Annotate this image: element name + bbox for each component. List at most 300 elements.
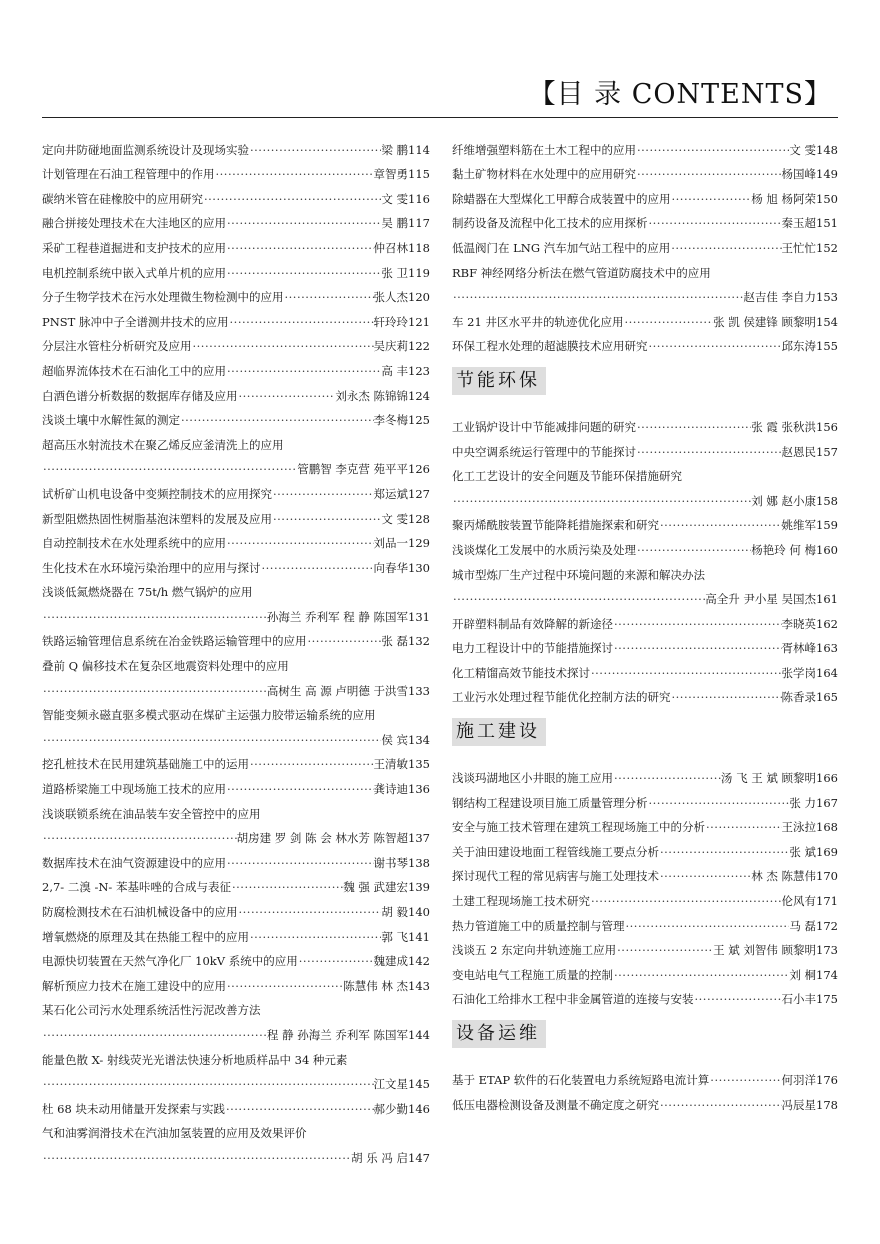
entry-authors: 刘永杰 陈锦锦: [335, 388, 409, 403]
dot-leader: [613, 641, 782, 655]
entry-title: 数据库技术在油气资源建设中的应用: [42, 855, 226, 870]
entry-title: 工业污水处理过程节能优化控制方法的研究: [452, 690, 671, 705]
toc-entry[interactable]: [42, 452, 430, 477]
toc-entry[interactable]: [42, 280, 430, 305]
toc-entry[interactable]: [452, 908, 838, 933]
entry-authors: 邱东涛: [781, 339, 817, 354]
entry-authors: 向春华: [373, 560, 409, 575]
toc-entry[interactable]: [452, 582, 838, 607]
page-number: 141: [408, 929, 430, 944]
construction-list: [452, 760, 838, 1006]
entry-title: 浅谈煤化工发展中的水质污染及处理: [452, 542, 636, 557]
entry-title: 叠前 Q 偏移技术在复杂区地震资料处理中的应用: [42, 659, 289, 674]
toc-entry[interactable]: [452, 508, 838, 533]
dot-leader: [226, 364, 381, 378]
dot-leader: [226, 241, 374, 255]
dot-leader: [226, 782, 374, 796]
entry-authors: 章智勇: [373, 167, 409, 182]
dot-leader: [226, 979, 343, 993]
toc-entry[interactable]: [452, 680, 838, 705]
section-title: 节能环保: [452, 367, 546, 395]
dot-leader: [215, 167, 374, 181]
page-number: 114: [408, 142, 430, 157]
page-number: 135: [408, 757, 430, 772]
dot-leader: [231, 880, 343, 894]
toc-entry[interactable]: [42, 501, 430, 526]
dot-leader: [249, 757, 374, 771]
entry-authors: 侯 宾: [381, 732, 409, 747]
entry-title: 能量色散 X- 射线荧光光谱法快速分析地质样品中 34 种元素: [42, 1052, 348, 1067]
entry-title: 生化技术在水环境污染治理中的应用与探讨: [42, 560, 261, 575]
toc-entry[interactable]: [42, 624, 430, 649]
entry-authors: 刘 娜 赵小康: [751, 493, 817, 508]
entry-title: 解析预应力技术在施工建设中的应用: [42, 978, 226, 993]
entry-authors: 姚维军: [781, 518, 817, 533]
entry-title: 超临界流体技术在石油化工中的应用: [42, 363, 226, 378]
entry-authors: 张 磊: [381, 634, 409, 649]
toc-entry[interactable]: [452, 810, 838, 835]
toc-entry[interactable]: [452, 181, 838, 206]
entry-title: 计划管理在石油工程管理中的作用: [42, 167, 215, 182]
page-number: 119: [408, 265, 430, 280]
page-number: 167: [816, 795, 838, 810]
toc-entry[interactable]: [42, 230, 430, 255]
general-list: [452, 132, 838, 353]
dot-leader: [284, 290, 374, 304]
dot-leader: [590, 666, 782, 680]
toc-entry[interactable]: [42, 821, 430, 846]
toc-entry[interactable]: [452, 933, 838, 958]
entry-title: 分子生物学技术在污水处理微生物检测中的应用: [42, 290, 284, 305]
page-number: 165: [816, 690, 838, 705]
entry-authors: 仲召林: [373, 240, 409, 255]
entry-title: 黏土矿物材料在水处理中的应用研究: [452, 167, 636, 182]
toc-entry[interactable]: [42, 575, 430, 600]
entry-title: 变电站电气工程施工质量的控制: [452, 967, 613, 982]
toc-entry[interactable]: [42, 673, 430, 698]
toc-entry[interactable]: [452, 1087, 838, 1112]
toc-entry[interactable]: [42, 919, 430, 944]
entry-authors: 汤 飞 王 斌 顾黎明: [720, 771, 817, 786]
toc-entry[interactable]: [42, 476, 430, 501]
section-title: 施工建设: [452, 718, 546, 746]
page-number: 128: [408, 511, 430, 526]
dot-leader: [238, 389, 336, 403]
entry-title: 土建工程现场施工技术研究: [452, 894, 590, 909]
section-heading-equipment: [452, 1006, 838, 1062]
dot-leader: [249, 930, 381, 944]
entry-title: 开辟塑料制品有效降解的新途径: [452, 616, 613, 631]
dot-leader: [636, 420, 751, 434]
toc-entry[interactable]: [452, 255, 838, 280]
entry-title: 探讨现代工程的常见病害与施工处理技术: [452, 869, 659, 884]
toc-entry[interactable]: [452, 982, 838, 1007]
entry-authors: 石小丰: [781, 992, 817, 1007]
toc-entry[interactable]: [452, 304, 838, 329]
entry-authors: 陈慧伟 林 杰: [343, 978, 409, 993]
page-number: 139: [408, 880, 430, 895]
entry-title: 车 21 井区水平井的轨迹优化应用: [452, 314, 624, 329]
entry-authors: 文 雯: [789, 142, 817, 157]
toc-entry[interactable]: [42, 648, 430, 673]
page-number: 176: [816, 1073, 838, 1087]
entry-title: 分层注水管柱分析研究及应用: [42, 339, 192, 354]
dot-leader: [648, 339, 782, 353]
toc-entry[interactable]: [42, 427, 430, 452]
toc-entry[interactable]: [452, 280, 838, 305]
toc-entry[interactable]: [42, 304, 430, 329]
toc-entry[interactable]: [452, 532, 838, 557]
toc-entry[interactable]: [452, 409, 838, 434]
page-number: 131: [408, 609, 430, 624]
dot-leader: [238, 905, 382, 919]
entry-authors: 刘品一: [373, 536, 409, 551]
toc-entry[interactable]: [42, 944, 430, 969]
toc-entry[interactable]: [42, 845, 430, 870]
entry-authors: 王泳拉: [781, 820, 817, 835]
page-number: 134: [408, 732, 430, 747]
page-number: 145: [408, 1077, 430, 1092]
page-number: 130: [408, 560, 430, 575]
page-title: 【目 录 CONTENTS】: [528, 79, 832, 110]
energy-list: [452, 409, 838, 704]
page-number: 153: [816, 290, 838, 305]
entry-authors: 张 凯 侯建锋 顾黎明: [713, 314, 817, 329]
toc-entry[interactable]: [452, 157, 838, 182]
toc-entry[interactable]: [42, 968, 430, 993]
toc-entry[interactable]: [452, 434, 838, 459]
page-number: 133: [408, 683, 430, 698]
toc-entry[interactable]: [42, 378, 430, 403]
toc-entry[interactable]: [452, 785, 838, 810]
entry-title: 定向井防碰地面监测系统设计及现场实验: [42, 142, 249, 157]
dot-leader: [659, 845, 789, 859]
page-number: 121: [408, 314, 430, 329]
toc-entry[interactable]: [42, 353, 430, 378]
dot-leader: [229, 315, 374, 329]
entry-authors: 王忙忙: [781, 240, 817, 255]
page-number: 155: [816, 339, 838, 354]
toc-entry[interactable]: [42, 747, 430, 772]
entry-authors: 胡 毅: [381, 905, 409, 919]
entry-title: 道路桥梁施工中现场施工技术的应用: [42, 782, 226, 797]
page-number: 116: [408, 191, 430, 206]
toc-entry[interactable]: [42, 796, 430, 821]
toc-entry[interactable]: [452, 329, 838, 354]
page-number: 154: [816, 314, 838, 329]
entry-title: 试析矿山机电设备中变频控制技术的应用探究: [42, 486, 272, 501]
page-number: 160: [816, 542, 838, 557]
page-number: 151: [816, 216, 838, 231]
page-number: 127: [408, 486, 430, 501]
entry-authors: 林 杰 陈慧伟: [751, 869, 817, 884]
dot-leader: [636, 143, 789, 157]
entry-authors: 魏 强 武建宏: [343, 880, 409, 895]
page-number: 171: [816, 894, 838, 909]
page-number: 140: [408, 905, 430, 919]
entry-title: 低压电器检测设备及测量不确定度之研究: [452, 1097, 659, 1112]
toc-entry[interactable]: [42, 255, 430, 280]
entry-authors: 杨国峰: [781, 167, 817, 182]
entry-authors: 文 雯: [381, 511, 409, 526]
entry-title: 化工精馏高效节能技术探讨: [452, 665, 590, 680]
entry-title: 中央空调系统运行管理中的节能探讨: [452, 444, 636, 459]
entry-authors: 江文星: [373, 1077, 409, 1092]
page-number: 120: [408, 290, 430, 305]
toc-entry[interactable]: [452, 206, 838, 231]
dot-leader: [648, 796, 790, 810]
page-number: 137: [408, 831, 430, 846]
dot-leader: [192, 339, 374, 353]
entry-title: 采矿工程巷道掘进和支护技术的应用: [42, 240, 226, 255]
dot-leader: [180, 413, 374, 427]
entry-title: 浅谈玛湖地区小井眼的施工应用: [452, 771, 613, 786]
dot-leader: [671, 690, 782, 704]
toc-entry[interactable]: [42, 698, 430, 723]
dot-leader: [452, 494, 751, 508]
entry-title: 纤维增强塑料筋在土木工程中的应用: [452, 142, 636, 157]
entry-authors: 文 雯: [381, 191, 409, 206]
entry-authors: 龚诗迪: [373, 782, 409, 797]
entry-title: 杜 68 块未动用储量开发探索与实践: [42, 1101, 225, 1116]
dot-leader: [623, 315, 713, 329]
page-number: 168: [816, 820, 838, 835]
toc-entry[interactable]: [42, 206, 430, 231]
entry-title: 电力工程设计中的节能措施探讨: [452, 641, 613, 656]
entry-title: RBF 神经网络分析法在燃气管道防腐技术中的应用: [452, 265, 711, 280]
entry-title: 石油化工给排水工程中非金属管道的连接与安装: [452, 992, 694, 1007]
entry-authors: 张 力: [789, 795, 817, 810]
toc-entry[interactable]: [452, 230, 838, 255]
dot-leader: [709, 1073, 781, 1087]
dot-leader: [670, 241, 781, 255]
entry-title: 碳纳米管在硅橡胶中的应用研究: [42, 191, 203, 206]
dot-leader: [42, 1028, 267, 1042]
entry-authors: 高 丰: [381, 363, 409, 378]
toc-entry[interactable]: [42, 894, 430, 919]
dot-leader: [272, 512, 381, 526]
entry-title: 除蜡器在大型煤化工甲醇合成装置中的应用: [452, 191, 671, 206]
equipment-list: [452, 1062, 838, 1111]
toc-entry[interactable]: [452, 883, 838, 908]
entry-authors: 高树生 高 源 卢明德 于洪雪: [266, 683, 409, 698]
toc-entry[interactable]: [42, 1116, 430, 1141]
toc-entry[interactable]: [452, 1062, 838, 1087]
entry-authors: 张人杰: [373, 290, 409, 305]
toc-entry[interactable]: [452, 483, 838, 508]
toc-entry[interactable]: [42, 1017, 430, 1042]
dot-leader: [452, 290, 743, 304]
dot-leader: [42, 1151, 351, 1165]
entry-title: 浅谈土壤中水解性氮的测定: [42, 413, 180, 428]
page-number: 146: [408, 1101, 430, 1116]
toc-entry[interactable]: [452, 859, 838, 884]
entry-authors: 魏建成: [373, 954, 409, 969]
dot-leader: [249, 143, 381, 157]
toc-entry[interactable]: [452, 557, 838, 582]
toc-entry[interactable]: [42, 722, 430, 747]
toc-entry[interactable]: [42, 1091, 430, 1116]
page-number: 115: [408, 167, 430, 182]
dot-leader: [694, 992, 782, 1006]
entry-authors: 何羽洋: [781, 1073, 817, 1087]
toc-entry[interactable]: [42, 157, 430, 182]
page-number: 138: [408, 855, 430, 870]
toc-entry[interactable]: [452, 606, 838, 631]
entry-authors: 胥林峰: [781, 641, 817, 656]
toc-entry[interactable]: [42, 1067, 430, 1092]
dot-leader: [298, 954, 374, 968]
entry-authors: 程 静 孙海兰 乔利军 陈国军: [266, 1027, 409, 1042]
toc-entry[interactable]: [452, 957, 838, 982]
entry-authors: 高全升 尹小星 吴国杰: [705, 592, 817, 607]
page-number: 162: [816, 616, 838, 631]
page-number: 174: [816, 967, 838, 982]
entry-title: 智能变频永磁直驱多模式驱动在煤矿主运强力胶带运输系统的应用: [42, 708, 376, 723]
dot-leader: [42, 610, 267, 624]
toc-entry[interactable]: [42, 550, 430, 575]
entry-title: 制药设备及流程中化工技术的应用探析: [452, 216, 648, 231]
entry-authors: 管鹏智 李克营 苑平平: [297, 462, 409, 477]
toc-entry[interactable]: [452, 631, 838, 656]
dot-leader: [272, 487, 374, 501]
entry-title: 环保工程水处理的超滤膜技术应用研究: [452, 339, 648, 354]
entry-title: 浅谈五 2 东定向井轨迹施工应用: [452, 943, 617, 958]
entry-title: 新型阻燃热固性树脂基泡沫塑料的发展及应用: [42, 511, 272, 526]
page-number: 149: [816, 167, 838, 182]
entry-authors: 郝少勤: [373, 1101, 409, 1116]
entry-authors: 杨艳玲 何 梅: [751, 542, 817, 557]
dot-leader: [226, 266, 381, 280]
toc-entry[interactable]: [42, 870, 430, 895]
section-title: 设备运维: [452, 1020, 546, 1048]
page-number: 136: [408, 782, 430, 797]
toc-entry[interactable]: [42, 181, 430, 206]
page-number: 166: [816, 771, 838, 786]
entry-title: 聚丙烯酰胺装置节能降耗措施探索和研究: [452, 518, 659, 533]
dot-leader: [452, 592, 705, 606]
toc-entry[interactable]: [42, 599, 430, 624]
entry-title: 关于油田建设地面工程管线施工要点分析: [452, 844, 659, 859]
page-number: 118: [408, 240, 430, 255]
entry-title: 低温阀门在 LNG 汽车加气站工程中的应用: [452, 240, 671, 255]
toc-entry[interactable]: [42, 993, 430, 1018]
toc-entry[interactable]: [42, 1042, 430, 1067]
entry-authors: 张 卫: [381, 265, 409, 280]
entry-title: 化工工艺设计的安全问题及节能环保措施研究: [452, 469, 682, 484]
page-number: 117: [408, 216, 430, 231]
dot-leader: [636, 167, 782, 181]
entry-authors: 伦风有: [781, 894, 817, 909]
dot-leader: [625, 919, 790, 933]
entry-title: 防腐检测技术在石油机械设备中的应用: [42, 905, 238, 919]
dot-leader: [226, 856, 374, 870]
entry-authors: 吴庆莉: [373, 339, 409, 354]
page-number: 147: [408, 1150, 430, 1165]
entry-title: 热力管道施工中的质量控制与管理: [452, 918, 625, 933]
page-number: 148: [816, 142, 838, 157]
dot-leader: [226, 536, 374, 550]
toc-entry[interactable]: [452, 655, 838, 680]
toc-entry[interactable]: [42, 329, 430, 354]
page-number: 158: [816, 493, 838, 508]
entry-authors: 马 磊: [789, 918, 817, 933]
dot-leader: [225, 1102, 374, 1116]
entry-title: 气和油雾润滑技术在汽油加氢装置的应用及效果评价: [42, 1126, 307, 1141]
entry-title: PNST 脉冲中子全谱测井技术的应用: [42, 314, 229, 329]
entry-authors: 张 斌: [789, 844, 817, 859]
toc-entry[interactable]: [42, 771, 430, 796]
toc-entry[interactable]: [452, 459, 838, 484]
entry-title: 融合拼接处理技术在大洼地区的应用: [42, 216, 226, 231]
page-number: 172: [816, 918, 838, 933]
page-number: 129: [408, 536, 430, 551]
page-number: 161: [816, 592, 838, 607]
dot-leader: [705, 820, 782, 834]
page-number: 126: [408, 462, 430, 477]
entry-title: 电机控制系统中嵌入式单片机的应用: [42, 265, 226, 280]
entry-title: 自动控制技术在水处理系统中的应用: [42, 536, 226, 551]
entry-authors: 赵吉佳 李自力: [743, 290, 817, 305]
page-number: 122: [408, 339, 430, 354]
page-number: 173: [816, 943, 838, 958]
entry-authors: 赵恩民: [781, 444, 817, 459]
page-number: 157: [816, 444, 838, 459]
dot-leader: [42, 733, 381, 747]
entry-authors: 冯辰星: [781, 1097, 817, 1112]
dot-leader: [42, 684, 267, 698]
page-number: 132: [408, 634, 430, 649]
entry-authors: 杨 旭 杨阿荣: [751, 191, 817, 206]
entry-authors: 张 霞 张秋洪: [751, 419, 817, 434]
entry-authors: 张学岗: [781, 665, 817, 680]
toc-entry[interactable]: [42, 132, 430, 157]
dot-leader: [42, 1077, 374, 1091]
toc-entry[interactable]: [452, 760, 838, 785]
entry-title: 钢结构工程建设项目施工质量管理分析: [452, 795, 648, 810]
page-number: 178: [816, 1097, 838, 1112]
page-number: 144: [408, 1027, 430, 1042]
dot-leader: [226, 216, 381, 230]
dot-leader: [590, 894, 782, 908]
dot-leader: [613, 771, 721, 785]
entry-authors: 郭 飞: [381, 929, 409, 944]
dot-leader: [261, 561, 374, 575]
entry-authors: 郑运斌: [373, 486, 409, 501]
entry-authors: 孙海兰 乔利军 程 静 陈国军: [266, 609, 409, 624]
toc-entry[interactable]: [452, 132, 838, 157]
page-number: 170: [816, 869, 838, 884]
section-heading-energy: [452, 353, 838, 409]
entry-title: 铁路运输管理信息系统在冶金铁路运输管理中的应用: [42, 634, 307, 649]
dot-leader: [671, 192, 752, 206]
entry-title: 浅谈联锁系统在油品装车安全管控中的应用: [42, 806, 261, 821]
entry-title: 城市型炼厂生产过程中环境问题的来源和解决办法: [452, 567, 705, 582]
entry-authors: 梁 鹏: [381, 142, 409, 157]
entry-authors: 李晓英: [781, 616, 817, 631]
section-heading-construction: [452, 704, 838, 760]
toc-entry[interactable]: [42, 1140, 430, 1165]
entry-authors: 王 斌 刘智伟 顾黎明: [713, 943, 817, 958]
dot-leader: [307, 634, 382, 648]
toc-entry[interactable]: [42, 403, 430, 428]
toc-entry[interactable]: [42, 526, 430, 551]
dot-leader: [636, 543, 751, 557]
toc-entry[interactable]: [452, 834, 838, 859]
entry-title: 浅谈低氮燃烧器在 75t/h 燃气锅炉的应用: [42, 585, 253, 600]
entry-authors: 吴 鹏: [381, 216, 409, 231]
entry-title: 工业锅炉设计中节能减排问题的研究: [452, 419, 636, 434]
